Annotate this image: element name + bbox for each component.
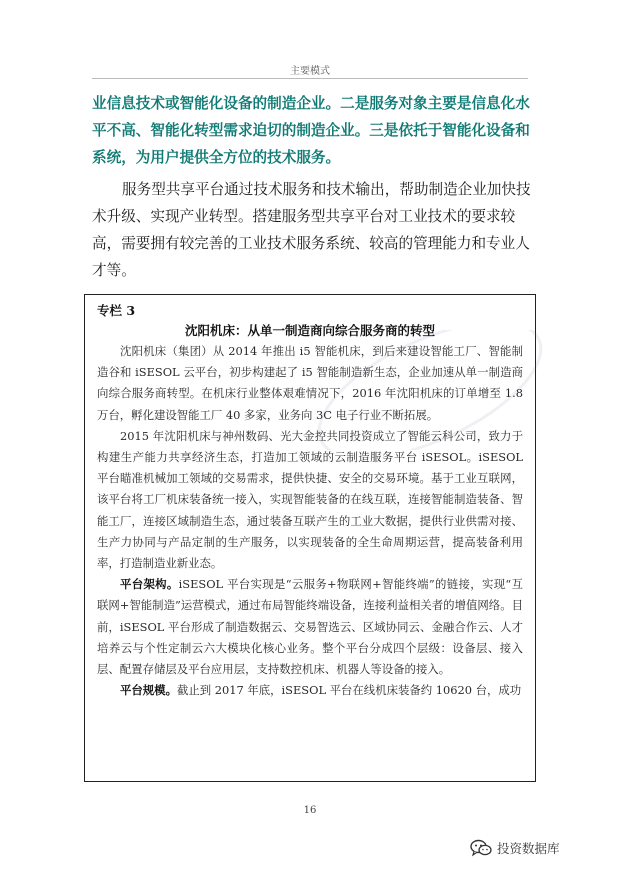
- header-rule: [92, 78, 528, 79]
- watermark-text: 投资数据库: [497, 841, 560, 856]
- box-paragraph-2: 2015 年沈阳机床与神州数码、光大金控共同投资成立了智能云科公司，致力于构建生产能力共享经济生态，打造加工领域的云制造服务平台 iSESOL。iSESOL 平台瞄准机械加工领域的交易需求，提供快捷、安全的交易环境。基于工业互联网，该平台将工厂机床装备统一接入，实现智能装备的在线互联，连接智能制造装备、智能工厂，连接区域制造生态，通过装备互联产生的工业大数据，提供行业供需对接、生产力协同与产品定制的生产服务，以实现装备的全生命周期运营，提高装备利用率，打造制造业新业态。: [97, 428, 523, 571]
- box-paragraph-4-lead: 平台规模。: [120, 683, 177, 698]
- box-paragraph-3: [97, 574, 523, 680]
- case-study-box: [84, 294, 536, 782]
- box-title: 沈阳机床：从单一制造商向综合服务商的转型: [184, 323, 435, 338]
- box-body: [97, 341, 523, 701]
- box-label: 专栏 3: [97, 303, 136, 318]
- box-paragraph-4: [97, 680, 523, 701]
- wechat-icon: [470, 839, 492, 857]
- box-paragraph-3-lead: 平台架构。: [120, 577, 179, 592]
- box-paragraph-1: 沈阳机床（集团）从 2014 年推出 i5 智能机床，到后来建设智能工厂、智能制造谷和 iSESOL 云平台，初步构建起了 i5 智能制造新生态，企业加速从单一制造商向综合服务商转型。在机床行业整体艰难情况下，2016 年沈阳机床的订单增至 1.8 万台，孵化建设智能工厂 40 多家，业务向 3C 电子行业不断拓展。: [97, 344, 523, 422]
- source-watermark: [470, 835, 560, 861]
- box-paragraph-3-text: iSESOL 平台实现是“云服务+物联网+智能终端”的链接，实现“互联网+智能制造”运营模式，通过布局智能终端设备，连接利益相关者的增值网络。目前，iSESOL 平台形成了制造数据云、交易智选云、区域协同云、金融合作云、人才培养云与个性定制云六大模块化核心业务。整个平台分成四个层级：设备层、接入层、配置存储层及平台应用层，支持数控机床、机器人等设备的接入。: [97, 577, 523, 677]
- box-paragraph-4-text: 截止到 2017 年底，iSESOL 平台在线机床装备约 10620 台，成功: [176, 683, 522, 698]
- running-header: 主要模式: [290, 66, 330, 77]
- body-paragraph: 服务型共享平台通过技术服务和技术输出，帮助制造企业加快技术升级、实现产业转型。搭建服务型共享平台对工业技术的要求较高，需要拥有较完善的工业技术服务系统、较高的管理能力和专业人才等。: [92, 181, 531, 279]
- highlight-paragraph: 业信息技术或智能化设备的制造企业。二是服务对象主要是信息化水平不高、智能化转型需求迫切的制造企业。三是依托于智能化设备和系统，为用户提供全方位的技术服务。: [92, 95, 530, 166]
- page-number: 16: [303, 805, 317, 816]
